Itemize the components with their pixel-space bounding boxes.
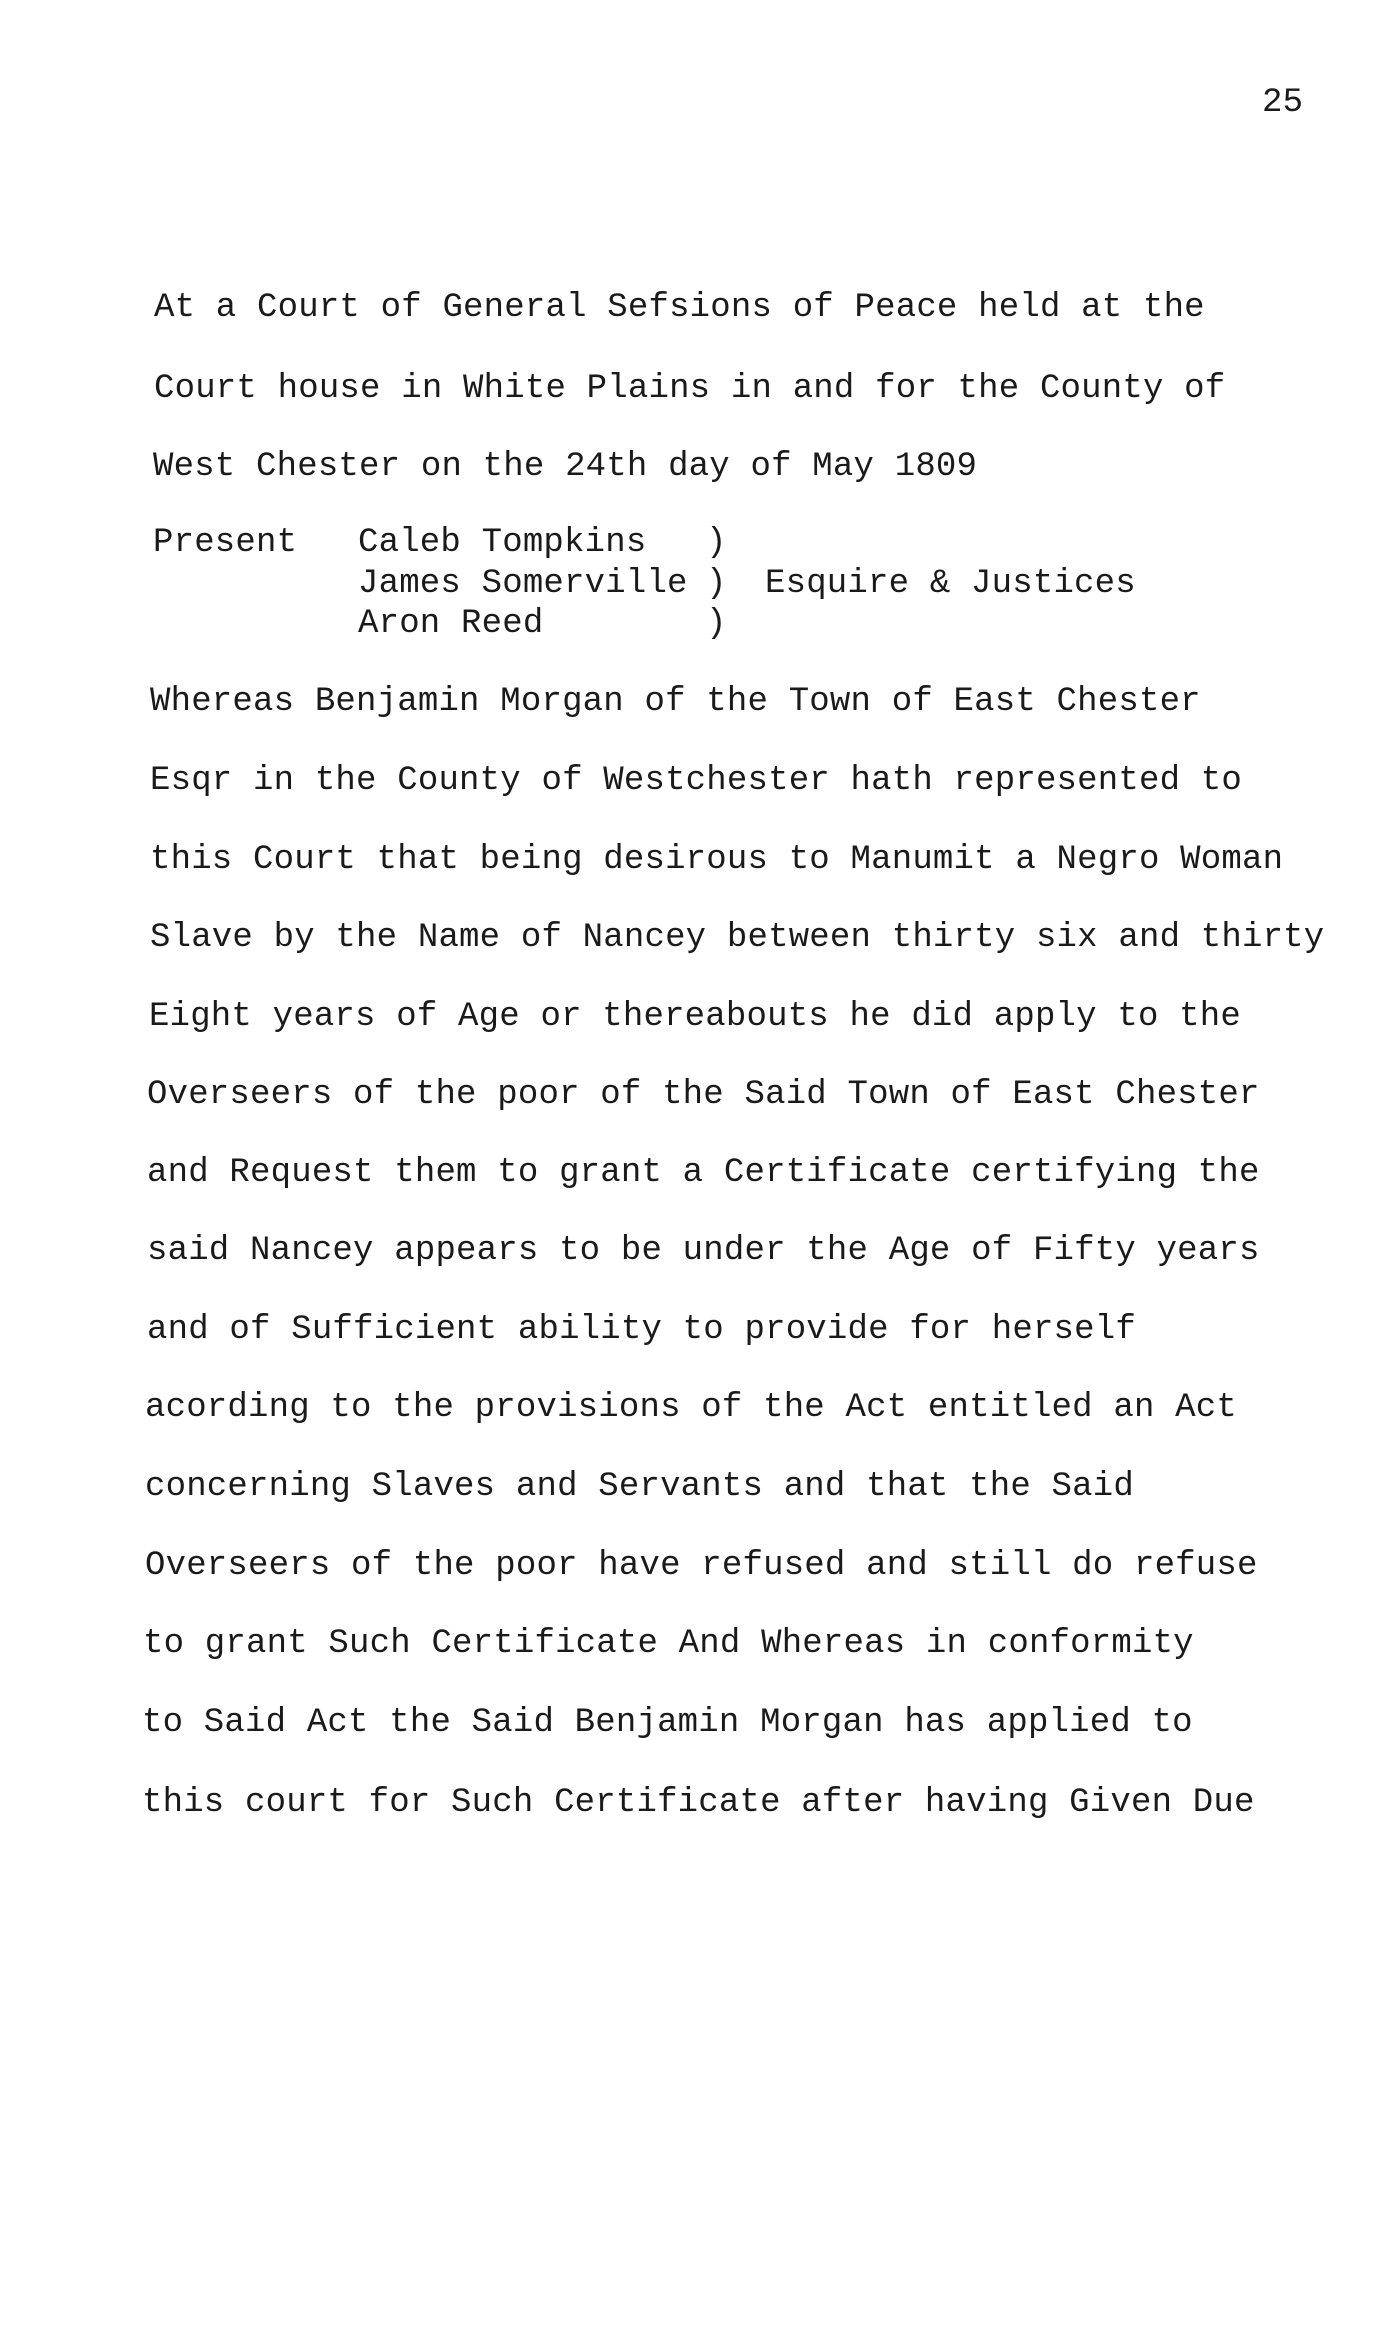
body-line: to Said Act the Said Benjamin Morgan has applied to	[142, 1704, 1193, 1742]
bracket: )	[706, 565, 727, 603]
body-line: Slave by the Name of Nancey between thirty six and thirty	[150, 919, 1325, 957]
body-line: acording to the provisions of the Act entitled an Act	[145, 1389, 1237, 1427]
heading-line: Court house in White Plains in and for the County of	[154, 370, 1226, 408]
body-line: Esqr in the County of Westchester hath represented to	[150, 762, 1242, 800]
body-line: this court for Such Certificate after having Given Due	[142, 1784, 1255, 1822]
body-line: Overseers of the poor have refused and still do refuse	[145, 1547, 1258, 1585]
body-line: Whereas Benjamin Morgan of the Town of East Chester	[150, 683, 1201, 721]
page-number: 25	[1262, 84, 1304, 122]
heading-line: At a Court of General Sefsions of Peace held at the	[154, 289, 1205, 327]
body-line: to grant Such Certificate And Whereas in conformity	[143, 1625, 1194, 1663]
justice-name: Aron Reed	[358, 605, 544, 643]
body-line: said Nancey appears to be under the Age of Fifty years	[147, 1232, 1260, 1270]
present-label: Present	[153, 524, 298, 562]
bracket: )	[706, 605, 727, 643]
body-line: and Request them to grant a Certificate certifying the	[147, 1154, 1260, 1192]
bracket: )	[706, 524, 727, 562]
justice-name: James Somerville	[358, 565, 688, 603]
body-line: Overseers of the poor of the Said Town of East Chester	[147, 1076, 1260, 1114]
body-line: and of Sufficient ability to provide for herself	[147, 1311, 1136, 1349]
body-line: this Court that being desirous to Manumit a Negro Woman	[150, 841, 1284, 879]
body-line: concerning Slaves and Servants and that the Said	[145, 1468, 1134, 1506]
heading-line: West Chester on the 24th day of May 1809	[153, 448, 978, 486]
justice-name: Caleb Tompkins	[358, 524, 647, 562]
justices-title: Esquire & Justices	[765, 565, 1136, 603]
body-line: Eight years of Age or thereabouts he did apply to the	[149, 998, 1241, 1036]
